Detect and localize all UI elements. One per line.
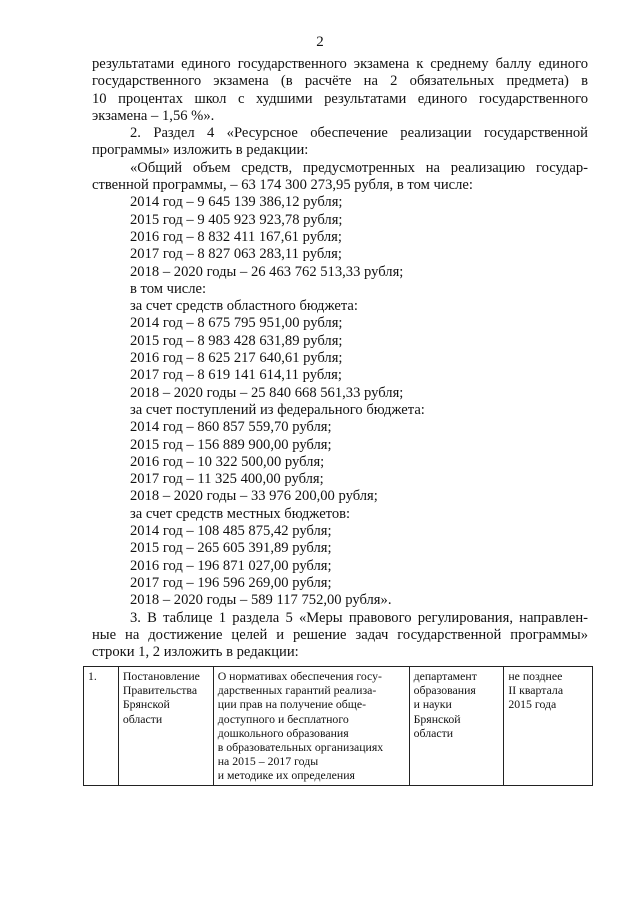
regional-year-line: 2016 год – 8 625 217 640,61 рубля; [130,350,343,367]
total-year-line: 2015 год – 9 405 923 923,78 рубля; [130,211,343,228]
document-body [92,56,588,661]
local-heading: за счет средств местных бюджетов: [130,505,351,522]
federal-heading: за счет поступлений из федерального бюджета: [130,401,425,418]
document-type-line: области [122,711,163,726]
executor-line: области [413,725,454,740]
intro-line: результатами единого государственного экзамена к среднему баллу единого [92,56,588,72]
local-year-line: 2017 год – 196 596 269,00 рубля; [130,574,332,591]
federal-year-line: 2016 год – 10 322 500,00 рубля; [130,453,325,470]
regional-year-line: 2014 год – 8 675 795 951,00 рубля; [130,315,343,332]
document-type-line: Правительства [122,683,198,698]
federal-year-line: 2015 год – 156 889 900,00 рубля; [130,436,332,453]
intro-line: государственного экзамена (в расчёте на 2 обязательных предмета) в [92,73,588,90]
local-year-line: 2014 год – 108 485 875,42 рубля; [130,523,332,540]
document-content-line: доступного и бесплатного [217,711,349,726]
total-year-line: 2017 год – 8 827 063 283,11 рубля; [130,246,342,263]
federal-year-line: 2018 – 2020 годы – 33 976 200,00 рубля; [130,488,378,505]
document-content-cell [213,667,409,786]
document-type-line: Брянской [122,697,170,712]
federal-year-line: 2014 год – 860 857 559,70 рубля; [130,419,332,436]
local-year-line: 2016 год – 196 871 027,00 рубля; [130,557,332,574]
row-number: 1. [88,669,97,683]
executor-line: Брянской [413,711,461,726]
regional-year-line: 2018 – 2020 годы – 25 840 668 561,33 рубля; [130,384,404,401]
deadline-cell [504,667,593,786]
funding-intro-end: ственной программы, – 63 174 300 273,95 рубля, в том числе: [92,177,473,194]
document-type-line: Постановление [122,669,200,683]
executor-line: образования [413,683,476,698]
document-content-line: в образовательных организациях [217,740,384,755]
document-content-line: дарственных гарантий реализа- [217,683,377,698]
document-content-line: О нормативах обеспечения госу- [217,669,382,683]
local-year-line: 2018 – 2020 годы – 589 117 752,00 рубля». [130,592,392,609]
table-row [84,667,593,786]
federal-year-line: 2017 год – 11 325 400,00 рубля; [130,471,324,488]
section-2-heading-end: программы» изложить в редакции: [92,142,309,159]
regional-heading: за счет средств областного бюджета: [130,298,358,315]
total-year-line: 2016 год – 8 832 411 167,61 рубля; [130,228,342,245]
regulation-table [83,666,593,786]
section-2-heading: 2. Раздел 4 «Ресурсное обеспечение реализации государственной [130,125,588,142]
regional-year-line: 2017 год – 8 619 141 614,11 рубля; [130,367,342,384]
deadline-line: 2015 года [508,697,557,712]
total-year-line: 2018 – 2020 годы – 26 463 762 513,33 рубля; [130,263,404,280]
intro-line: 10 процентах школ с худшими результатами единого государственного [92,90,588,107]
deadline-line: не позднее [508,669,563,683]
section-3-heading-end: строки 1, 2 изложить в редакции: [92,644,299,661]
regulation-table-grid [83,666,593,786]
document-content-line: и методике их определения [217,768,355,783]
deadline-line: II квартала [508,683,564,698]
local-year-line: 2015 год – 265 605 391,89 рубля; [130,540,332,557]
document-content-line: дошкольного образования [217,725,349,740]
row-number-cell [84,667,119,786]
including-label: в том числе: [130,280,207,297]
intro-line: экзамена – 1,56 %». [92,107,215,124]
executor-line: и науки [413,697,452,712]
executor-line: департамент [413,669,477,683]
page-number: 2 [316,34,324,50]
document-type-cell [118,667,213,786]
executor-cell [409,667,504,786]
document-content-line: на 2015 – 2017 годы [217,754,319,769]
section-3-heading: ные на достижение целей и решение задач государственной программы» [92,626,588,643]
regional-year-line: 2015 год – 8 983 428 631,89 рубля; [130,332,343,349]
total-year-line: 2014 год – 9 645 139 386,12 рубля; [130,194,343,211]
document-content-line: ции прав на получение обще- [217,697,367,712]
section-3-heading: 3. В таблице 1 раздела 5 «Меры правового регулирования, направлен- [130,609,588,626]
funding-intro: «Общий объем средств, предусмотренных на реализацию государ- [130,159,588,176]
